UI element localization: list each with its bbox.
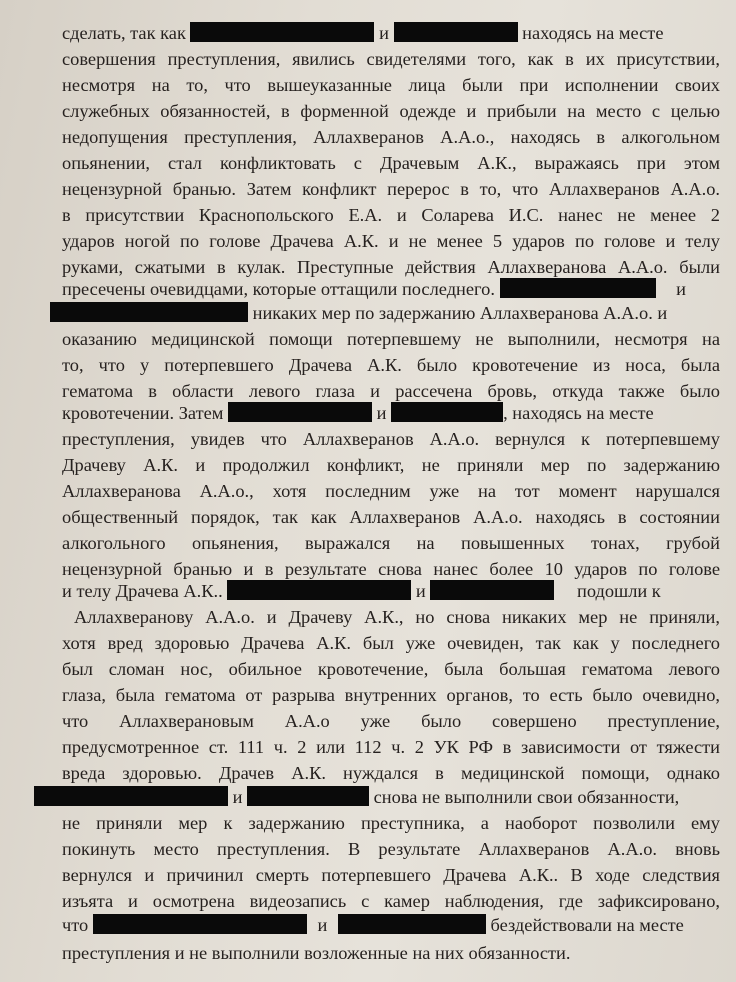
text-fragment: руками, сжатыми в кулак. Преступные действия Аллахверанова А.А.о. были	[62, 257, 720, 277]
text-fragment: опьянении, стал конфликтовать с Драчевым А.К., выражаясь при этом	[62, 153, 720, 173]
text-line	[62, 454, 720, 478]
text-fragment: ударов ногой по голове Драчева А.К. и не менее 5 ударов по голове и телу	[62, 231, 720, 251]
text-line	[62, 864, 720, 888]
text-fragment: никаких мер по задержанию Аллахверанова А.А.о. и	[248, 303, 668, 323]
text-line	[62, 48, 720, 72]
text-fragment: в присутствии Краснопольского Е.А. и Соларева И.С. нанес не менее 2	[62, 205, 720, 225]
text-line	[62, 204, 720, 228]
text-fragment: и телу Драчева А.К..	[62, 581, 228, 601]
text-fragment: предусмотренное ст. 111 ч. 2 или 112 ч. 2 УК РФ в зависимости от тяжести	[62, 737, 720, 757]
text-fragment: вернулся и причинил смерть потерпевшего Драчева А.К.. В ходе следствия	[62, 865, 720, 885]
text-line	[62, 532, 720, 556]
text-line	[62, 74, 720, 98]
text-fragment: пресечены очевидцами, которые оттащили последнего.	[62, 279, 500, 299]
text-line	[62, 100, 720, 124]
text-line	[62, 480, 720, 504]
text-line	[62, 914, 684, 938]
text-fragment: Аллахверанову А.А.о. и Драчеву А.К., но снова никаких мер не приняли,	[74, 607, 720, 627]
text-fragment: то, что у потерпевшего Драчева А.К. было кровотечение из носа, была	[62, 355, 720, 375]
text-fragment: , находясь на месте	[503, 403, 654, 423]
text-line	[62, 402, 654, 426]
text-fragment: совершения преступления, явились свидетелями того, как в их присутствии,	[62, 49, 720, 69]
text-fragment: и	[228, 787, 248, 807]
redaction-box	[227, 580, 411, 600]
text-fragment: бездействовали на месте	[485, 915, 684, 935]
text-line	[62, 942, 570, 966]
text-fragment: изъята и осмотрена видеозапись с камер наблюдения, где зафиксировано,	[62, 891, 720, 911]
redaction-box	[430, 580, 554, 600]
text-line	[62, 658, 720, 682]
text-line	[62, 838, 720, 862]
text-line	[62, 328, 720, 352]
text-fragment: недопущения преступления, Аллахверанов А.А.о., находясь в алкогольном	[62, 127, 720, 147]
text-fragment: и	[374, 23, 394, 43]
redaction-box	[34, 786, 228, 806]
text-line	[62, 762, 720, 786]
text-line	[62, 152, 720, 176]
text-fragment: что Аллахверановым А.А.о уже было совершено преступление,	[62, 711, 720, 731]
text-fragment: общественный порядок, так как Аллахверанов А.А.о. находясь в состоянии	[62, 507, 720, 527]
text-fragment: Драчеву А.К. и продолжил конфликт, не приняли мер по задержанию	[62, 455, 720, 475]
redaction-box	[247, 786, 369, 806]
redaction-box	[391, 402, 503, 422]
text-line	[62, 178, 720, 202]
text-fragment: покинуть место преступления. В результате Аллахверанов А.А.о. вновь	[62, 839, 720, 859]
text-fragment: глаза, была гематома от разрыва внутренних органов, то есть было очевидно,	[62, 685, 720, 705]
text-line	[62, 684, 720, 708]
text-fragment: и	[671, 279, 686, 299]
text-fragment: кровотечении. Затем	[62, 403, 229, 423]
text-fragment: Аллахверанова А.А.о., хотя последним уже на тот момент нарушался	[62, 481, 720, 501]
text-fragment: несмотря на то, что вышеуказанные лица были при исполнении своих	[62, 75, 720, 95]
text-line	[62, 380, 720, 404]
redaction-box	[93, 914, 307, 934]
text-fragment: вреда здоровью. Драчев А.К. нуждался в медицинской помощи, однако	[62, 763, 720, 783]
text-line	[62, 890, 720, 914]
text-line	[62, 736, 720, 760]
text-fragment: оказанию медицинской помощи потерпевшему не выполнили, несмотря на	[62, 329, 720, 349]
redaction-box	[394, 22, 518, 42]
text-line	[62, 126, 720, 150]
text-line	[50, 302, 667, 326]
text-line	[62, 230, 720, 254]
text-line	[62, 506, 720, 530]
redaction-box	[190, 22, 374, 42]
text-fragment: и	[312, 915, 332, 935]
text-line	[62, 710, 720, 734]
redaction-box	[338, 914, 486, 934]
text-fragment: преступления и не выполнили возложенные на них обязанности.	[62, 943, 571, 963]
text-line	[62, 22, 663, 46]
text-fragment: находясь на месте	[517, 23, 664, 43]
text-line	[62, 580, 661, 604]
text-fragment: был сломан нос, обильное кровотечение, была большая гематома левого	[62, 659, 720, 679]
text-fragment: гематома в области левого глаза и рассечена бровь, откуда также было	[62, 381, 720, 401]
redaction-box	[228, 402, 372, 422]
text-fragment: снова не выполнили свои обязанности,	[369, 787, 680, 807]
text-line	[62, 428, 720, 452]
text-line	[34, 786, 679, 810]
text-line	[62, 278, 686, 302]
text-fragment: нецензурной бранью. Затем конфликт перерос в то, что Аллахверанов А.А.о.	[62, 179, 720, 199]
text-line	[62, 812, 720, 836]
text-line	[62, 256, 720, 280]
text-fragment: и	[411, 581, 431, 601]
text-line	[62, 558, 720, 582]
text-fragment: служебных обязанностей, в форменной одежде и прибыли на место с целью	[62, 101, 720, 121]
text-fragment: подошли к	[572, 581, 661, 601]
redaction-box	[500, 278, 656, 298]
text-fragment: не приняли мер к задержанию преступника, а наоборот позволили ему	[62, 813, 720, 833]
redaction-box	[50, 302, 248, 322]
text-fragment: что	[62, 915, 93, 935]
text-line	[62, 354, 720, 378]
text-fragment: хотя вред здоровью Драчева А.К. был уже очевиден, так как у последнего	[62, 633, 720, 653]
text-fragment: алкогольного опьянения, выражался на повышенных тонах, грубой	[62, 533, 720, 553]
text-line	[74, 606, 720, 630]
text-fragment: нецензурной бранью и в результате снова нанес более 10 ударов по голове	[62, 559, 720, 579]
text-fragment: и	[372, 403, 392, 423]
text-fragment: преступления, увидев что Аллахверанов А.А.о. вернулся к потерпевшему	[62, 429, 720, 449]
text-line	[62, 632, 720, 656]
text-fragment: сделать, так как	[62, 23, 191, 43]
